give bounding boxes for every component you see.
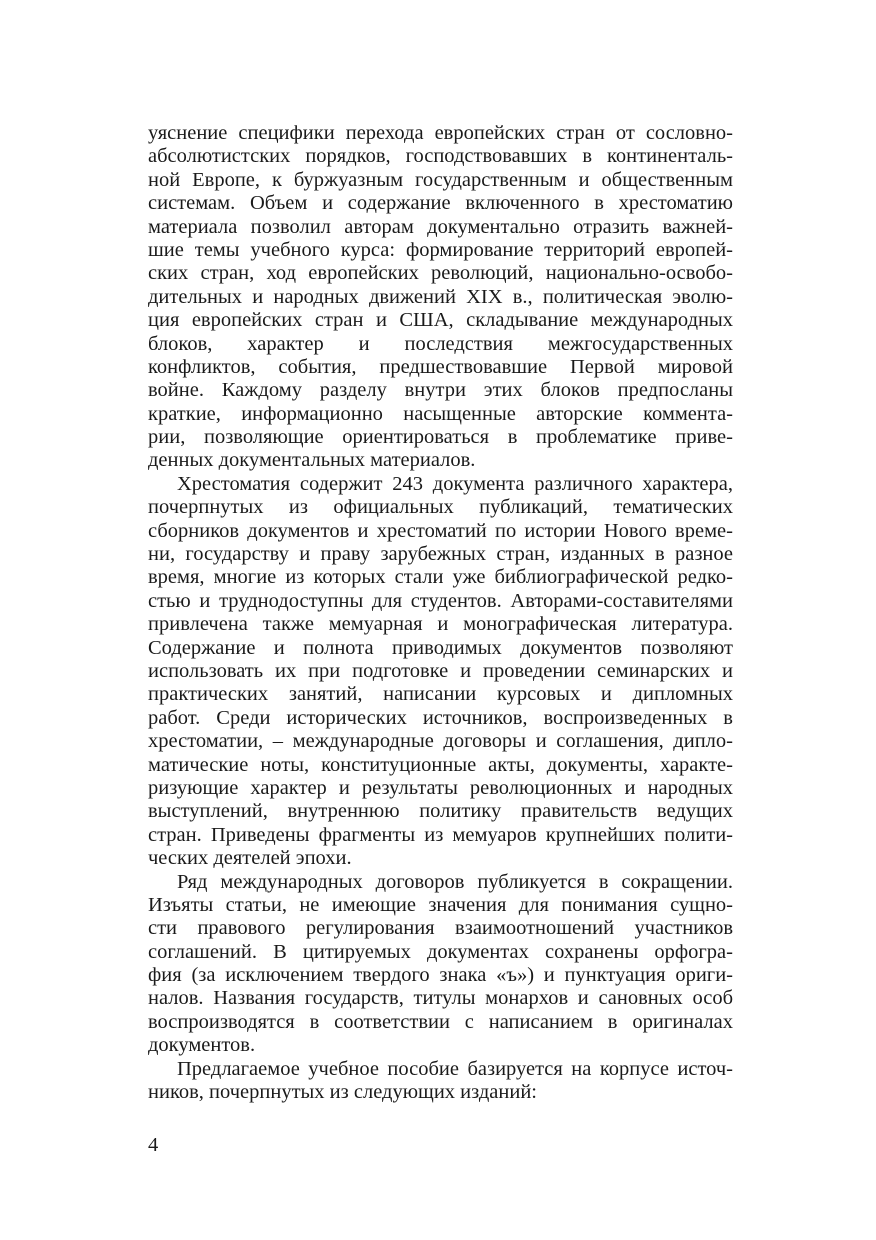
text-line: рии, позволяющие ориентироваться в проблематике приве- bbox=[148, 426, 733, 449]
text-line: стран. Приведены фрагменты из мемуаров крупнейших полити- bbox=[148, 823, 733, 846]
text-line: сборников документов и хрестоматий по истории Нового време- bbox=[148, 519, 733, 542]
text-line: налов. Названия государств, титулы монархов и сановных особ bbox=[148, 987, 733, 1010]
text-line: системам. Объем и содержание включенного в хрестоматию bbox=[148, 192, 733, 215]
page-number: 4 bbox=[148, 1134, 159, 1156]
text-line: практических занятий, написании курсовых и дипломных bbox=[148, 683, 733, 706]
paragraph bbox=[148, 871, 733, 1058]
text-line: шие темы учебного курса: формирование территорий европей- bbox=[148, 238, 733, 261]
text-line: фия (за исключением твердого знака «ъ») и пунктуация ориги- bbox=[148, 964, 733, 987]
page-body bbox=[148, 122, 733, 1104]
text-line: матические ноты, конституционные акты, документы, характе- bbox=[148, 753, 733, 776]
text-line: выступлений, внутреннюю политику правительств ведущих bbox=[148, 800, 733, 823]
text-line: соглашений. В цитируемых документах сохранены орфогра- bbox=[148, 940, 733, 963]
text-line: ников, почерпнутых из следующих изданий: bbox=[148, 1081, 537, 1104]
paragraph bbox=[148, 122, 733, 473]
text-line: ни, государству и праву зарубежных стран, изданных в разное bbox=[148, 543, 733, 566]
paragraph bbox=[148, 473, 733, 871]
text-line: денных документальных материалов. bbox=[148, 449, 476, 472]
text-line: блоков, характер и последствия межгосударственных bbox=[148, 332, 733, 355]
text-line: Предлагаемое учебное пособие базируется на корпусе источ- bbox=[177, 1057, 733, 1080]
text-line: ризующие характер и результаты революционных и народных bbox=[148, 776, 733, 799]
text-line: привлечена также мемуарная и монографическая литература. bbox=[148, 613, 733, 636]
text-line: Хрестоматия содержит 243 документа различного характера, bbox=[177, 472, 733, 495]
text-line: ция европейских стран и США, складывание международных bbox=[148, 309, 733, 332]
text-line: хрестоматии, – международные договоры и соглашения, дипло- bbox=[148, 730, 733, 753]
text-line: использовать их при подготовке и проведении семинарских и bbox=[148, 659, 733, 682]
text-line: ческих деятелей эпохи. bbox=[148, 847, 352, 870]
text-line: воспроизводятся в соответствии с написанием в оригиналах bbox=[148, 1010, 733, 1033]
text-line: документов. bbox=[148, 1034, 256, 1057]
text-line: стью и труднодоступны для студентов. Авторами-составителями bbox=[148, 589, 733, 612]
text-line: Содержание и полнота приводимых документов позволяют bbox=[148, 636, 733, 659]
text-line: почерпнутых из официальных публикаций, тематических bbox=[148, 496, 733, 519]
paragraph bbox=[148, 1058, 733, 1105]
text-line: уяснение специфики перехода европейских стран от сословно- bbox=[148, 122, 733, 144]
text-line: Изъяты статьи, не имеющие значения для понимания сущно- bbox=[148, 893, 733, 916]
text-line: работ. Среди исторических источников, воспроизведенных в bbox=[148, 706, 733, 729]
text-line: краткие, информационно насыщенные авторские коммента- bbox=[148, 402, 733, 425]
text-line: конфликтов, события, предшествовавшие Первой мировой bbox=[148, 355, 733, 378]
text-line: материала позволил авторам документально отразить важней- bbox=[148, 215, 733, 238]
text-line: ских стран, ход европейских революций, национально-освобо- bbox=[148, 262, 733, 285]
text-line: абсолютистских порядков, господствовавших в континенталь- bbox=[148, 145, 733, 168]
text-line: время, многие из которых стали уже библиографической редко- bbox=[148, 566, 733, 589]
text-line: Ряд международных договоров публикуется в сокращении. bbox=[177, 870, 733, 893]
text-line: сти правового регулирования взаимоотношений участников bbox=[148, 917, 733, 940]
text-line: войне. Каждому разделу внутри этих блоков предпосланы bbox=[148, 379, 733, 402]
text-line: дительных и народных движений XIX в., политическая эволю- bbox=[148, 285, 733, 308]
text-line: ной Европе, к буржуазным государственным и общественным bbox=[148, 168, 733, 191]
